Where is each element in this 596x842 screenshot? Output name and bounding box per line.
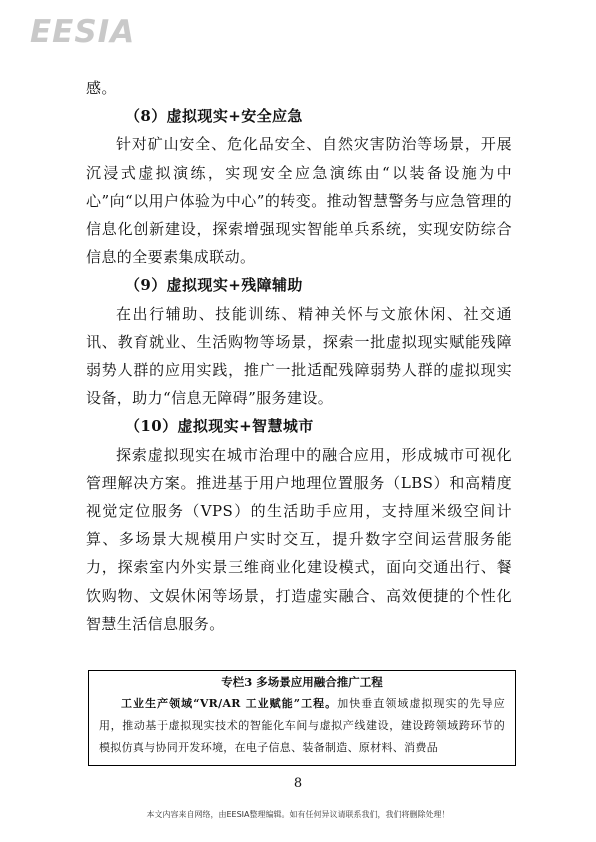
paragraph-disability-aid: 在出行辅助、技能训练、精神关怀与文旅休闲、社交通讯、教育就业、生活购物等场景，探索一批虚拟现实赋能残障弱势人群的应用实践，推广一批适配残障弱势人群的虚拟现实设备，助力“信息无障碍”服务建设。	[86, 304, 512, 408]
section-heading-10: （10）虚拟现实+智慧城市	[125, 417, 314, 436]
footer-disclaimer: 本文内容来自网络，由EESIA整理编辑。如有任何异议请联系我们，我们将删除处理！	[146, 810, 450, 819]
paragraph-safety-emergency: 针对矿山安全、危化品安全、自然灾害防治等场景，开展沉浸式虚拟演练，实现安全应急演练由“以装备设施为中心”向“以用户体验为中心”的转变。推动智慧警务与应急管理的信息化创新建设，探索增强现实智能单兵系统，实现安防综合信息的全要素集成联动。	[86, 135, 512, 267]
paragraph-continuation: 感。	[86, 79, 117, 97]
column-box-title: 专栏3 多场景应用融合推广工程	[221, 675, 383, 689]
main-text	[86, 74, 512, 638]
column-box-text	[99, 693, 505, 759]
section-heading-9: （9）虚拟现实+残障辅助	[125, 276, 303, 295]
column-box-body: 加快垂直领域虚拟现实的先导应用，推动基于虚拟现实技术的智能化车间与虚拟产线建设，建设跨领域跨环节的模拟仿真与协同开发环境，在电子信息、装备制造、原材料、消费品	[99, 697, 506, 754]
eesia-logo: EESIA	[30, 14, 136, 50]
column-box	[88, 670, 516, 766]
paragraph-smart-city: 探索虚拟现实在城市治理中的融合应用，形成城市可视化管理解决方案。推进基于用户地理位置服务（LBS）和高精度视觉定位服务（VPS）的生活助手应用，支持厘米级空间计算、多场景大规模用户实时交互，提升数字空间运营服务能力，探索室内外实景三维商业化建设模式，面向交通出行、餐饮购物、文娱休闲等场景，打造虚实融合、高效便捷的个性化智慧生活信息服务。	[86, 445, 512, 633]
section-heading-8: （8）虚拟现实+安全应急	[125, 107, 303, 126]
column-box-lead: 工业生产领域“VR/AR 工业赋能”工程。	[121, 697, 338, 710]
page-number: 8	[293, 776, 303, 791]
